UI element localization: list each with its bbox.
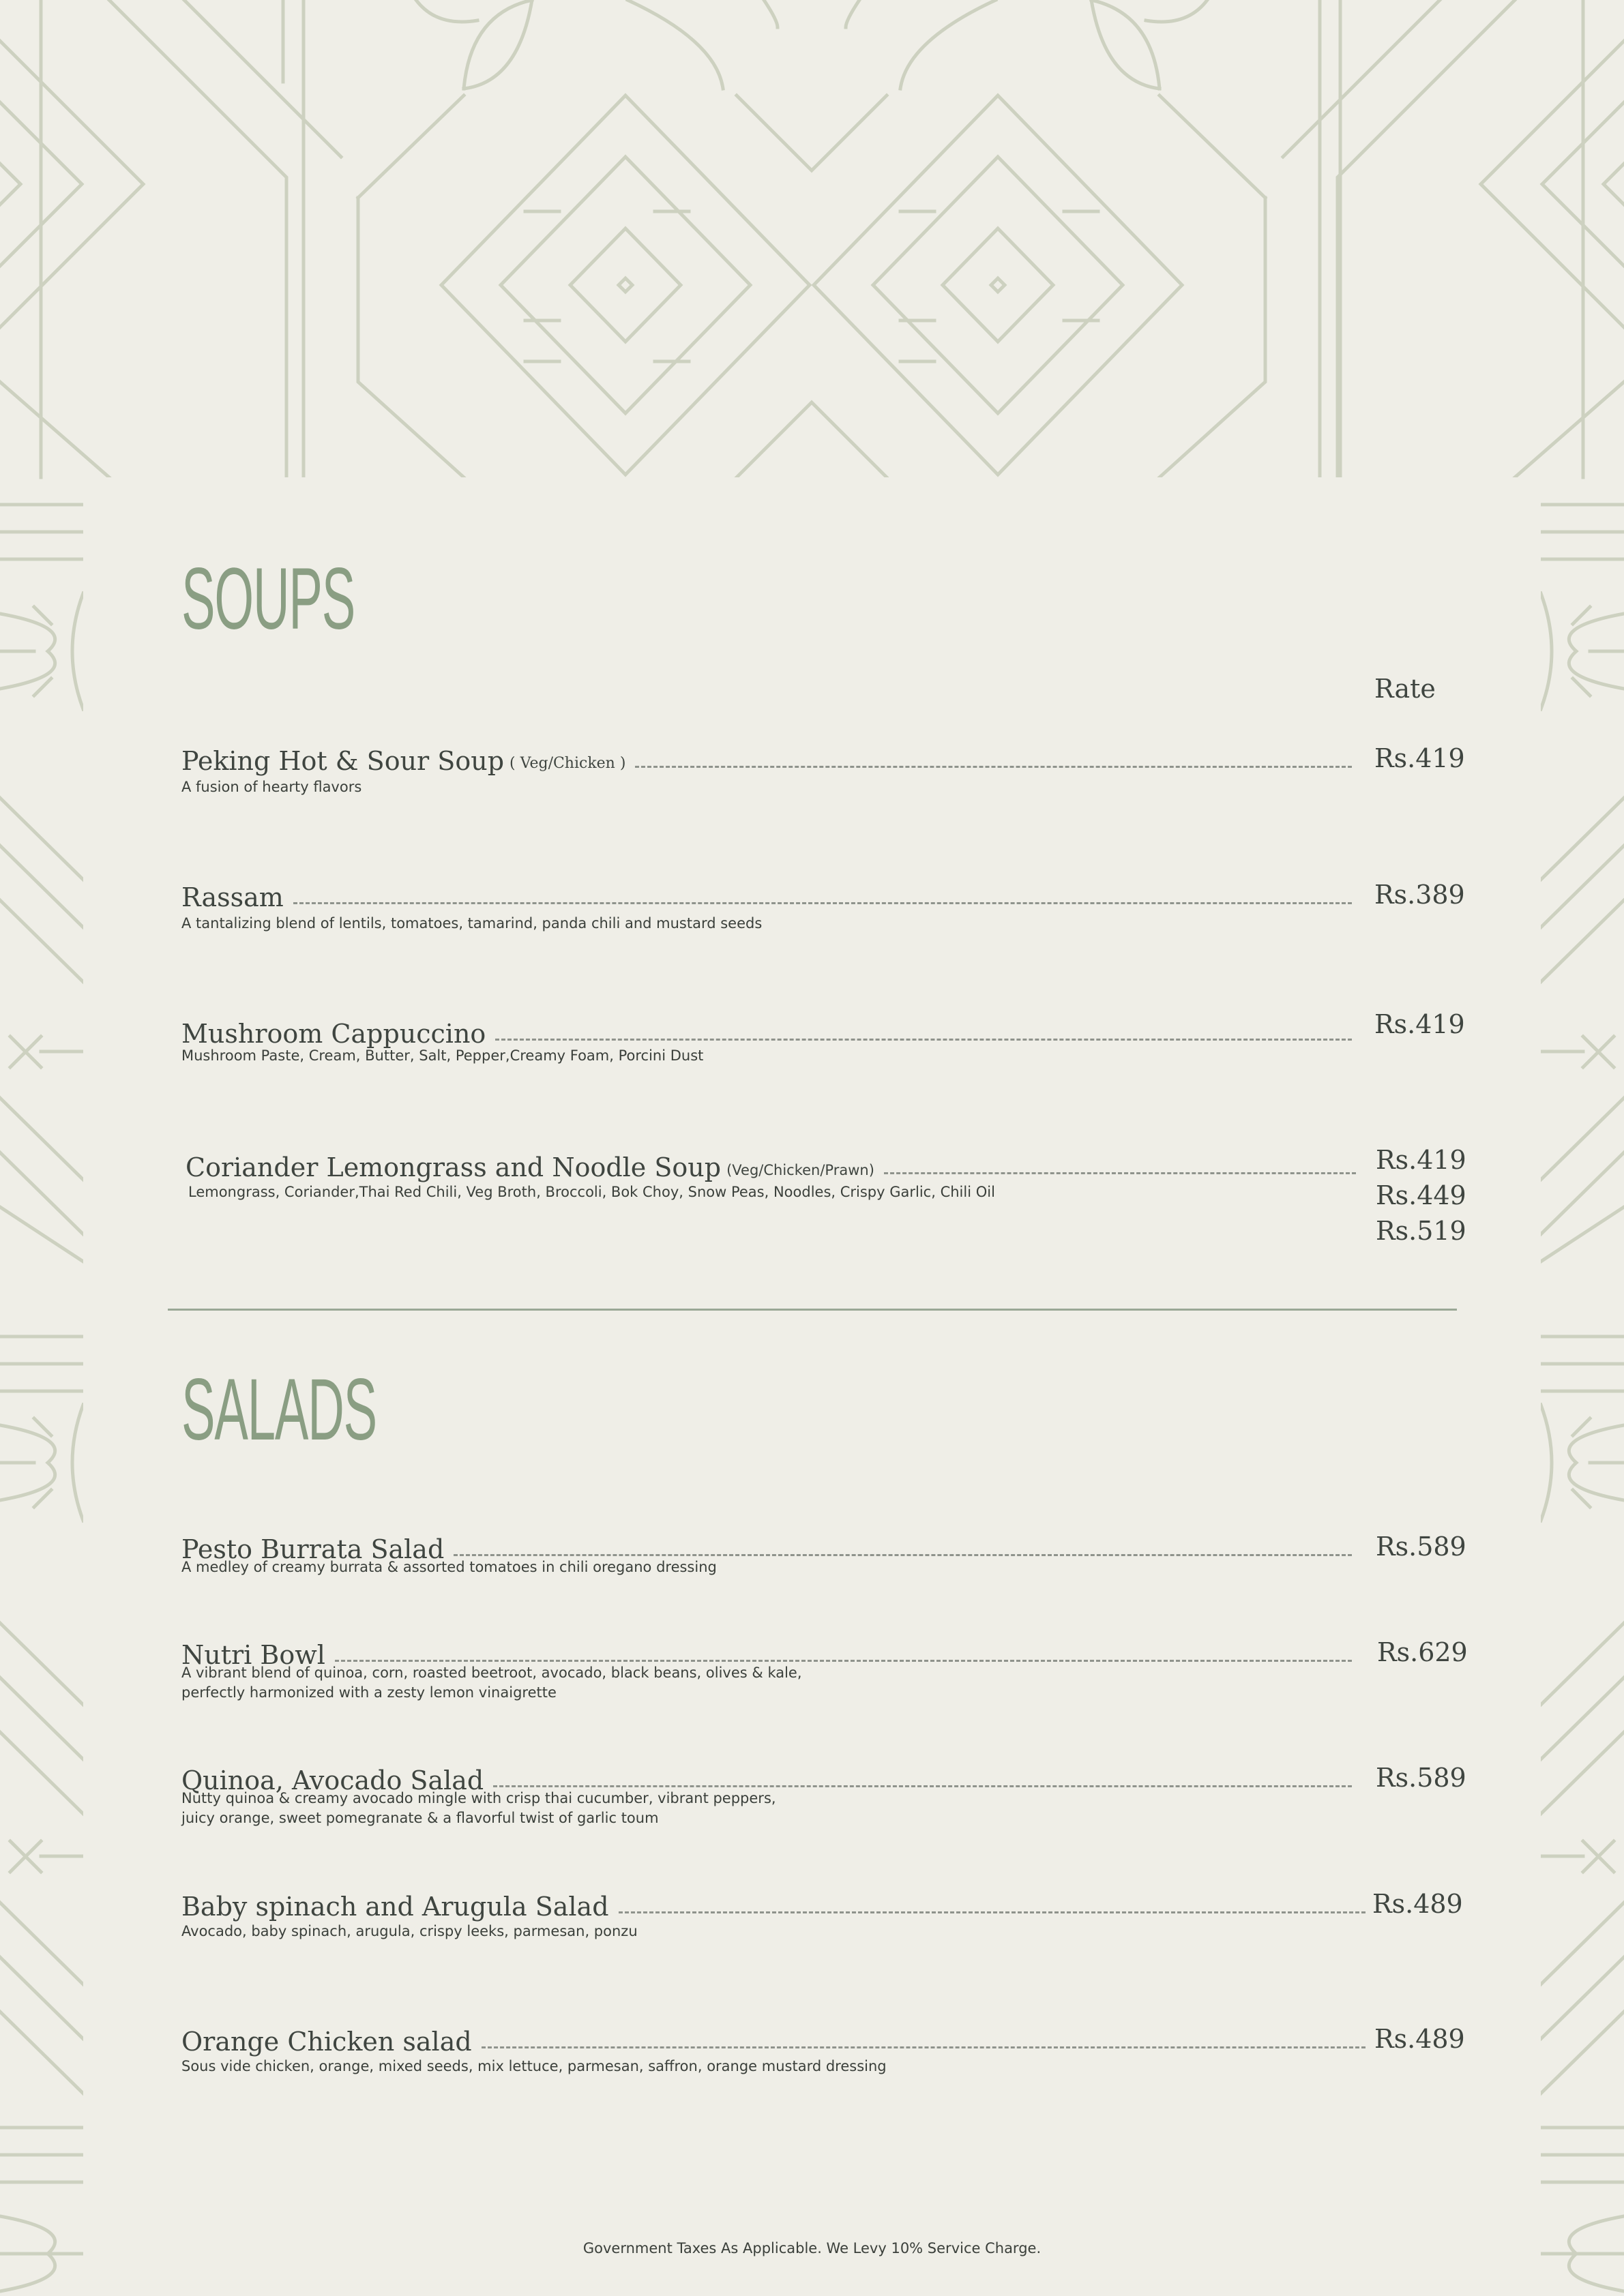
dotted-leader bbox=[335, 1660, 1352, 1662]
menu-item-price: Rs.489 bbox=[1372, 1889, 1463, 1919]
menu-item-price: Rs.419 bbox=[1376, 1145, 1466, 1175]
menu-item-variant: (Veg/Chicken/Prawn) bbox=[726, 1162, 874, 1178]
menu-item-price: Rs.589 bbox=[1376, 1532, 1466, 1562]
dotted-leader bbox=[293, 902, 1352, 904]
menu-item-variant: ( Veg/Chicken ) bbox=[510, 755, 626, 772]
menu-item-description: A medley of creamy burrata & assorted tomatoes in chili oregano dressing bbox=[181, 1559, 717, 1575]
menu-item-prices bbox=[1376, 1529, 1466, 1564]
section-divider bbox=[168, 1309, 1457, 1311]
dotted-leader bbox=[884, 1172, 1356, 1174]
menu-item-name: Coriander Lemongrass and Noodle Soup bbox=[186, 1152, 722, 1183]
left-pattern-strip bbox=[0, 505, 83, 2291]
menu-item-price: Rs.419 bbox=[1374, 743, 1465, 773]
menu-item-prices bbox=[1374, 877, 1465, 912]
menu-item-prices bbox=[1374, 2021, 1465, 2057]
menu-item-row bbox=[181, 874, 1361, 912]
dotted-leader bbox=[495, 1039, 1352, 1041]
menu-item-prices bbox=[1372, 1886, 1463, 1922]
menu-item-name: Baby spinach and Arugula Salad bbox=[181, 1892, 609, 1922]
dotted-leader bbox=[619, 1911, 1365, 1913]
menu-item-prices bbox=[1376, 1760, 1466, 1795]
menu-item-price: Rs.519 bbox=[1376, 1216, 1466, 1246]
section-title-salads: SALADS bbox=[181, 1361, 377, 1459]
menu-item-price: Rs.589 bbox=[1376, 1763, 1466, 1793]
menu-item-prices bbox=[1374, 741, 1465, 776]
menu-item-name: Peking Hot & Sour Soup bbox=[181, 746, 505, 777]
menu-item-description: Nutty quinoa & creamy avocado mingle with crisp thai cucumber, vibrant peppers, juicy orange, sweet pomegranate & a flavorful twist of garlic toum bbox=[181, 1790, 776, 1826]
menu-item-price: Rs.389 bbox=[1374, 880, 1465, 910]
top-pattern-band bbox=[0, 0, 1624, 477]
dotted-leader bbox=[454, 1554, 1352, 1556]
menu-item-prices bbox=[1377, 1635, 1468, 1670]
menu-item-price: Rs.449 bbox=[1376, 1180, 1466, 1210]
menu-item-row bbox=[181, 2018, 1375, 2057]
menu-item-name: Nutri Bowl bbox=[181, 1640, 325, 1671]
menu-item-prices bbox=[1376, 1142, 1466, 1249]
menu-item-price: Rs.629 bbox=[1377, 1637, 1468, 1667]
dotted-leader bbox=[493, 1785, 1352, 1787]
menu-item-row bbox=[181, 1011, 1361, 1049]
menu-item-row bbox=[181, 1883, 1375, 1922]
menu-item-name: Rassam bbox=[181, 882, 284, 913]
footer-tax-note: Government Taxes As Applicable. We Levy 10% Service Charge. bbox=[582, 2240, 1042, 2256]
menu-item-description: Sous vide chicken, orange, mixed seeds, mix lettuce, parmesan, saffron, orange mustard dressing bbox=[181, 2058, 887, 2074]
menu-item-description: Lemongrass, Coriander,Thai Red Chili, Veg Broth, Broccoli, Bok Choy, Snow Peas, Noodles, Crispy Garlic, Chili Oil bbox=[188, 1184, 995, 1200]
menu-item-description: A vibrant blend of quinoa, corn, roasted beetroot, avocado, black beans, olives & kale, perfectly harmonized with a zesty lemon vinaigrette bbox=[181, 1665, 802, 1701]
menu-item-description: Avocado, baby spinach, arugula, crispy leeks, parmesan, ponzu bbox=[181, 1923, 638, 1939]
right-pattern-strip bbox=[1541, 505, 1624, 2291]
menu-item-row bbox=[186, 1144, 1365, 1182]
rate-column-header: Rate bbox=[1374, 674, 1436, 704]
menu-item-price: Rs.419 bbox=[1374, 1009, 1465, 1039]
menu-item-description: A fusion of hearty flavors bbox=[181, 779, 362, 795]
menu-item-row bbox=[181, 738, 1361, 776]
menu-item-name: Orange Chicken salad bbox=[181, 2027, 472, 2057]
menu-item-name: Quinoa, Avocado Salad bbox=[181, 1765, 484, 1796]
menu-item-description: Mushroom Paste, Cream, Butter, Salt, Pepper,Creamy Foam, Porcini Dust bbox=[181, 1047, 704, 1064]
menu-item-description: A tantalizing blend of lentils, tomatoes, tamarind, panda chili and mustard seeds bbox=[181, 915, 763, 931]
menu-item-prices bbox=[1374, 1007, 1465, 1042]
dotted-leader bbox=[482, 2046, 1365, 2048]
menu-item-name: Pesto Burrata Salad bbox=[181, 1534, 445, 1565]
section-title-soups: SOUPS bbox=[181, 550, 355, 648]
menu-item-name: Mushroom Cappuccino bbox=[181, 1019, 486, 1049]
menu-item-price: Rs.489 bbox=[1374, 2024, 1465, 2054]
dotted-leader bbox=[635, 766, 1352, 768]
